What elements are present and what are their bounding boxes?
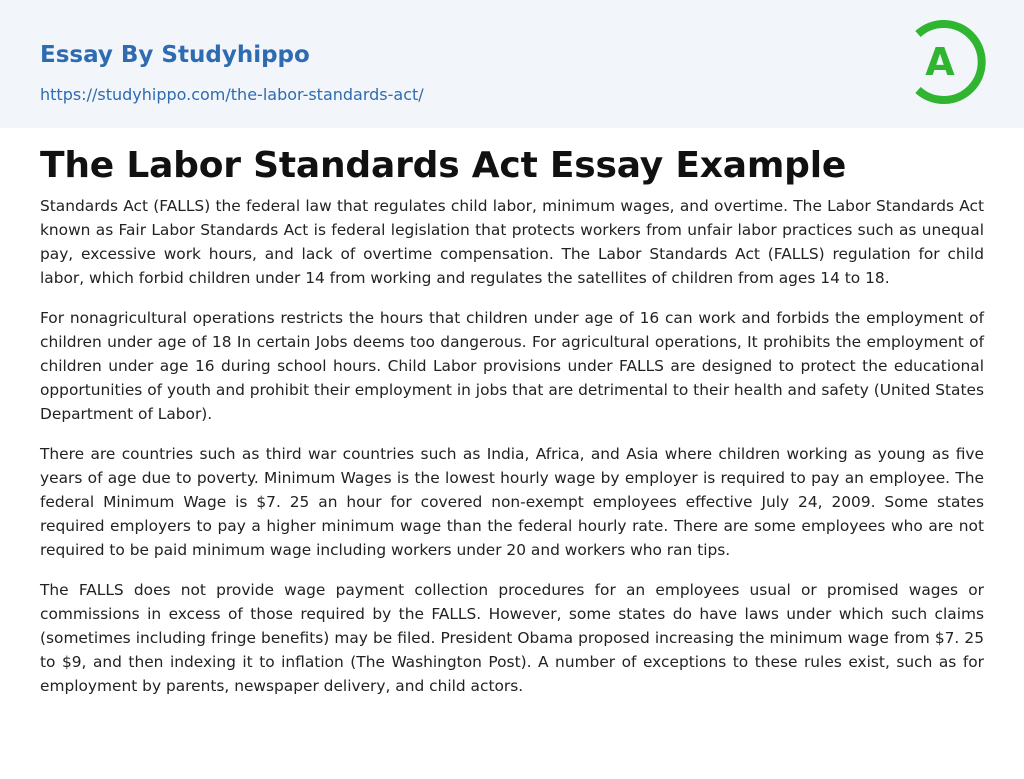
paragraph-4: The FALLS does not provide wage payment collection procedures for an employees usual or promised wages or commissions in excess of those required by the FALLS. However, some states do have laws under which such claims (sometimes including fringe benefits) may be filed. President Obama proposed increasing the minimum wage from $7. 25 to $9, and then indexing it to inflation (The Washington Post). A number of exceptions to these rules exist, such as for employment by parents, newspaper delivery, and child actors. <box>40 581 984 695</box>
site-header <box>0 0 1024 128</box>
logo-letter: A <box>925 40 955 84</box>
essay-body <box>40 194 984 714</box>
site-brand[interactable]: Essay By Studyhippo <box>40 42 310 68</box>
paragraph-2: For nonagricultural operations restricts the hours that children under age of 16 can work and forbids the employment of children under age of 18 In certain Jobs deems too dangerous. For agricultural operations, It prohibits the employment of children under age 16 during school hours. Child Labor provisions under FALLS are designed to protect the educational opportunities of youth and prohibit their employment in jobs that are detrimental to their health and safety (United States Department of Labor). <box>40 309 984 423</box>
studyhippo-logo-icon[interactable] <box>906 18 988 106</box>
page-title: The Labor Standards Act Essay Example <box>40 145 847 186</box>
article-url-link[interactable]: https://studyhippo.com/the-labor-standards-act/ <box>40 85 424 104</box>
paragraph-3: There are countries such as third war countries such as India, Africa, and Asia where children working as young as five years of age due to poverty. Minimum Wages is the lowest hourly wage by employer is required to pay an employee. The federal Minimum Wage is $7. 25 an hour for covered non-exempt employees effective July 24, 2009. Some states required employers to pay a higher minimum wage than the federal hourly rate. There are some employees who are not required to be paid minimum wage including workers under 20 and workers who ran tips. <box>40 445 984 559</box>
paragraph-1: Standards Act (FALLS) the federal law that regulates child labor, minimum wages, and overtime. The Labor Standards Act known as Fair Labor Standards Act is federal legislation that protects workers from unfair labor practices such as unequal pay, excessive work hours, and lack of overtime compensation. The Labor Standards Act (FALLS) regulation for child labor, which forbid children under 14 from working and regulates the satellites of children from ages 14 to 18. <box>40 197 984 287</box>
